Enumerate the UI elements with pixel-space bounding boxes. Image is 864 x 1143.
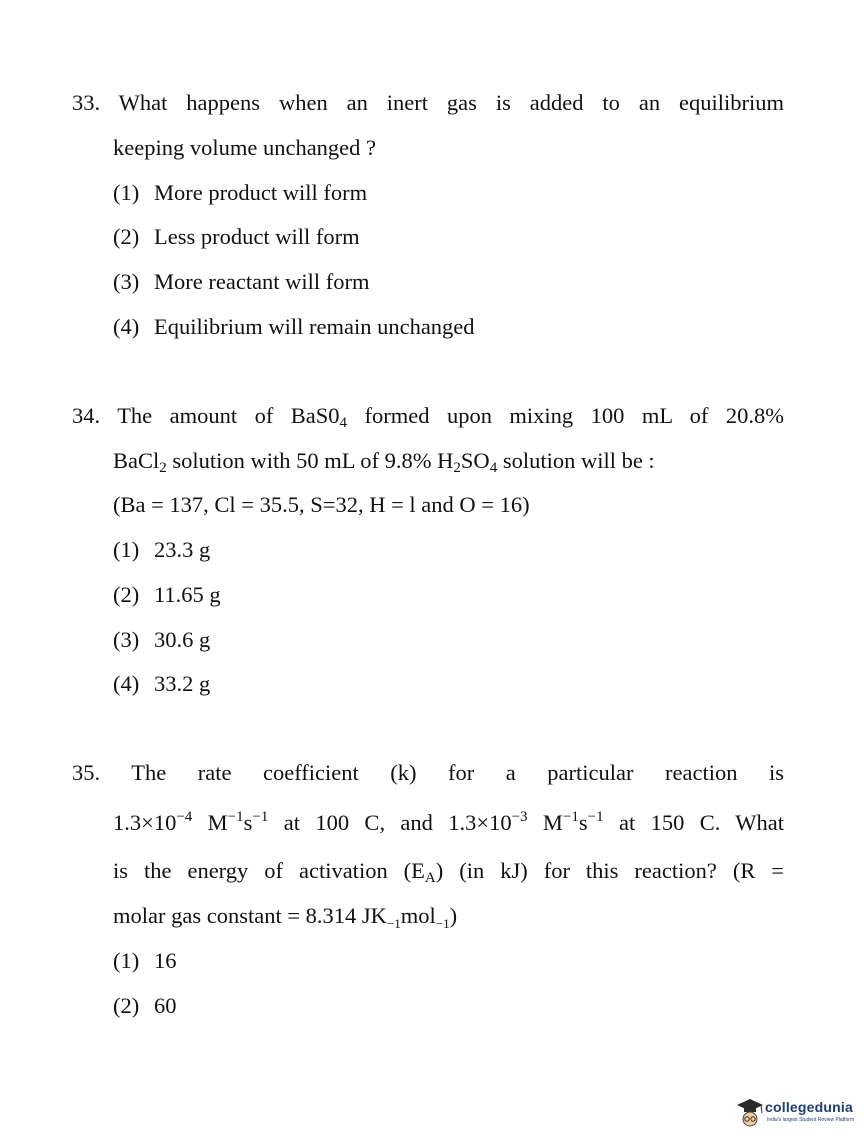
- q35-line2: $1.3\times 10^{-4}$ $M^{-1}s^{-1}$ at 100 C, and $1.3\times 10^{-3}$ $M^{-1}s^{-1}$ at 150 C. What: [113, 809, 785, 835]
- q35-option-1[interactable]: (1) 16: [113, 948, 177, 973]
- q33-text: What happens when an inert gas is added to an equilibrium: [118, 90, 785, 115]
- q34-line1: 34. The amount of $BaS0_4$ formed upon mixing 100 mL of 20.8%: [72, 403, 785, 431]
- q34-line2: BaCl$_2$ solution with 50 mL of 9.8% $H_2SO_4$ solution will be :: [113, 448, 655, 476]
- q34-number: 34.: [72, 403, 101, 428]
- q33-option-2[interactable]: (2) Less product will form: [113, 224, 360, 249]
- q35-line4: molar gas constant = 8.314 $JK_{-1}mol_{-1}$): [113, 903, 458, 931]
- q34-option-4[interactable]: (4) 33.2 g: [113, 671, 211, 696]
- q33-option-4[interactable]: (4) Equilibrium will remain unchanged: [113, 314, 475, 339]
- graduate-cap-icon: [735, 1093, 765, 1133]
- q35-line3: is the energy of activation $(E_A)$ (in kJ) for this reaction? (R =: [113, 858, 784, 886]
- q35-number: 35.: [72, 760, 101, 785]
- q34-option-2[interactable]: (2) 11.65 g: [113, 582, 221, 607]
- logo-tagline: India's largest Student Review Platform: [767, 1117, 855, 1123]
- q33-line1: [72, 88, 784, 118]
- q35-option-2[interactable]: (2) 60: [113, 993, 177, 1018]
- q33-option-1[interactable]: (1) More product will form: [113, 180, 368, 205]
- q34-option-3[interactable]: (3) 30.6 g: [113, 627, 211, 652]
- q33-number: 33.: [72, 90, 101, 115]
- q33-option-3[interactable]: (3) More reactant will form: [113, 269, 370, 294]
- logo-name: collegedunia: [765, 1099, 853, 1115]
- q34-line3: (Ba = 137, Cl = 35.5, S=32, H = l and O = 16): [113, 492, 530, 517]
- collegedunia-logo: [735, 1093, 855, 1133]
- q34-option-1[interactable]: (1) 23.3 g: [113, 537, 211, 562]
- q33-line2: keeping volume unchanged ?: [113, 135, 377, 160]
- q35-line1: 35. The rate coefficient (k) for a particular reaction is: [72, 760, 784, 785]
